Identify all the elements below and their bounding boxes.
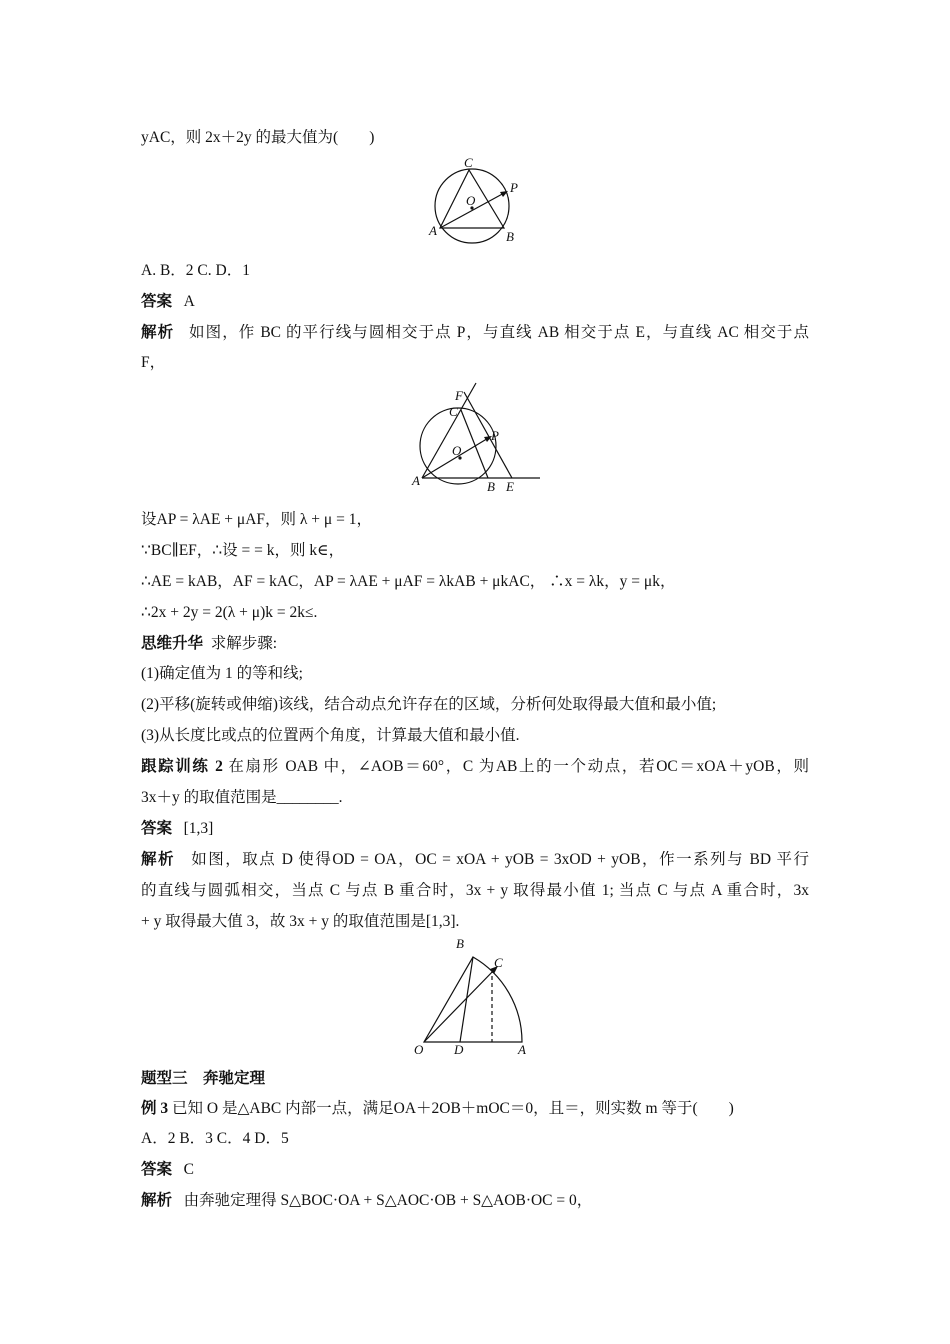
figure-3-label-a: A — [518, 1042, 526, 1057]
figure-2-label-f: F — [455, 388, 463, 403]
text-line-5: F， — [141, 354, 166, 371]
figure-2-line-ac-extended — [422, 383, 476, 478]
figure-1-label-c: C — [464, 155, 473, 170]
answer-value-3: C — [183, 1161, 194, 1178]
text-line-1: yAC，则 2x＋2y 的最大值为( ) — [141, 129, 375, 146]
text-line-18: 的直线与圆弧相交，当点 C 与点 B 重合时，3x + y 取得最小值 1; 当点 C 与点 A 重合时，3x — [141, 882, 809, 899]
step-1: (1)确定值为 1 的等和线; — [141, 665, 303, 682]
options-line-3: A．2 B．3 C．4 D．5 — [141, 1130, 289, 1147]
figure-3-shapes — [424, 957, 522, 1042]
step-2: (2)平移(旋转或伸缩)该线，结合动点允许存在的区域，分析何处取得最大值和最小值; — [141, 696, 717, 713]
figure-3-label-b: B — [456, 936, 464, 951]
answer-label-3: 答案 — [141, 1161, 173, 1178]
figure-1-label-o: O — [466, 193, 476, 208]
example-3-label: 例 3 — [141, 1100, 169, 1117]
figure-circle-triangle-1 — [420, 152, 530, 248]
section-heading: 题型三 奔驰定理 — [141, 1070, 266, 1087]
analysis-line-2 — [141, 850, 809, 870]
analysis-label-2: 解析 — [141, 851, 176, 868]
figure-2-shapes — [420, 383, 540, 484]
example-3-text: 已知 O 是△ABC 内部一点，满足OA＋2OB＋mOC＝0，且＝，则实数 m 等于( ) — [172, 1100, 734, 1117]
figure-sector — [410, 934, 535, 1058]
figure-1-label-b: B — [506, 229, 514, 244]
analysis-line-1 — [141, 323, 809, 343]
analysis-text-2: 如图，取点 D 使得OD = OA，OC = xOA + yOB = 3xOD + yOB，作一系列与 BD 平行 — [191, 851, 809, 868]
summary-text: 求解步骤: — [210, 635, 278, 652]
answer-value: A — [183, 293, 195, 310]
analysis-text-3: 由奔驰定理得 S△BOC·OA + S△AOC·OB + S△AOB·OC = 0， — [183, 1192, 593, 1209]
analysis-label-3: 解析 — [141, 1192, 173, 1209]
figure-3-label-c: C — [494, 955, 503, 970]
text-line-8: ∴AE = kAB，AF = kAC，AP = λAE + μAF = λkAB + μkAC， ∴x = λk，y = μk， — [141, 573, 676, 590]
analysis-text: 如图，作 BC 的平行线与圆相交于点 P，与直线 AB 相交于点 E，与直线 AC 相交于点 — [189, 324, 809, 341]
figure-2-label-e: E — [506, 479, 514, 494]
figure-2-label-b: B — [487, 479, 495, 494]
step-3: (3)从长度比或点的位置两个角度，计算最大值和最小值. — [141, 727, 520, 744]
answer-label: 答案 — [141, 293, 173, 310]
analysis-label: 解析 — [141, 324, 175, 341]
exercise-2-line-1 — [141, 757, 809, 777]
figure-circle-triangle-2 — [408, 380, 544, 496]
figure-2-label-a: A — [412, 473, 420, 488]
figure-2-label-p: P — [491, 428, 499, 443]
summary-label: 思维升华 — [141, 635, 204, 652]
answer-label-2: 答案 — [141, 820, 173, 837]
answer-line-1 — [141, 292, 195, 312]
exercise-2-text: 在扇形 OAB 中，∠AOB＝60°，C 为AB上的一个动点，若OC＝xOA＋yOB，则 — [228, 758, 810, 775]
figure-2-label-c: C — [449, 404, 458, 419]
figure-2-line-bc — [461, 410, 488, 478]
text-line-2: A. B．2 C. D．1 — [141, 262, 250, 279]
exercise-2-label: 跟踪训练 2 — [141, 758, 223, 775]
text-line-9: ∴2x + 2y = 2(λ + μ)k = 2k≤. — [141, 604, 318, 621]
text-line-6: 设AP = λAE + μAF，则 λ + μ = 1， — [141, 511, 372, 528]
figure-2-label-o: O — [452, 443, 462, 458]
example-3-line — [141, 1099, 734, 1119]
figure-1-label-p: P — [510, 180, 518, 195]
figure-1-label-a: A — [429, 223, 437, 238]
figure-3-sector — [424, 957, 522, 1042]
summary-heading — [141, 634, 277, 654]
answer-line-3 — [141, 1160, 194, 1180]
exercise-2-line-2: 3x＋y 的取值范围是________. — [141, 789, 343, 806]
figure-3-line-bd — [460, 957, 473, 1042]
figure-3-label-d: D — [454, 1042, 464, 1057]
answer-value-2: [1,3] — [183, 820, 214, 837]
text-line-19: + y 取得最大值 3，故 3x + y 的取值范围是[1,3]. — [141, 913, 460, 930]
analysis-line-3 — [141, 1191, 592, 1211]
figure-3-label-o: O — [414, 1042, 424, 1057]
answer-line-2 — [141, 819, 213, 839]
text-line-7: ∵BC∥EF，∴设 = = k，则 k∈， — [141, 542, 345, 559]
